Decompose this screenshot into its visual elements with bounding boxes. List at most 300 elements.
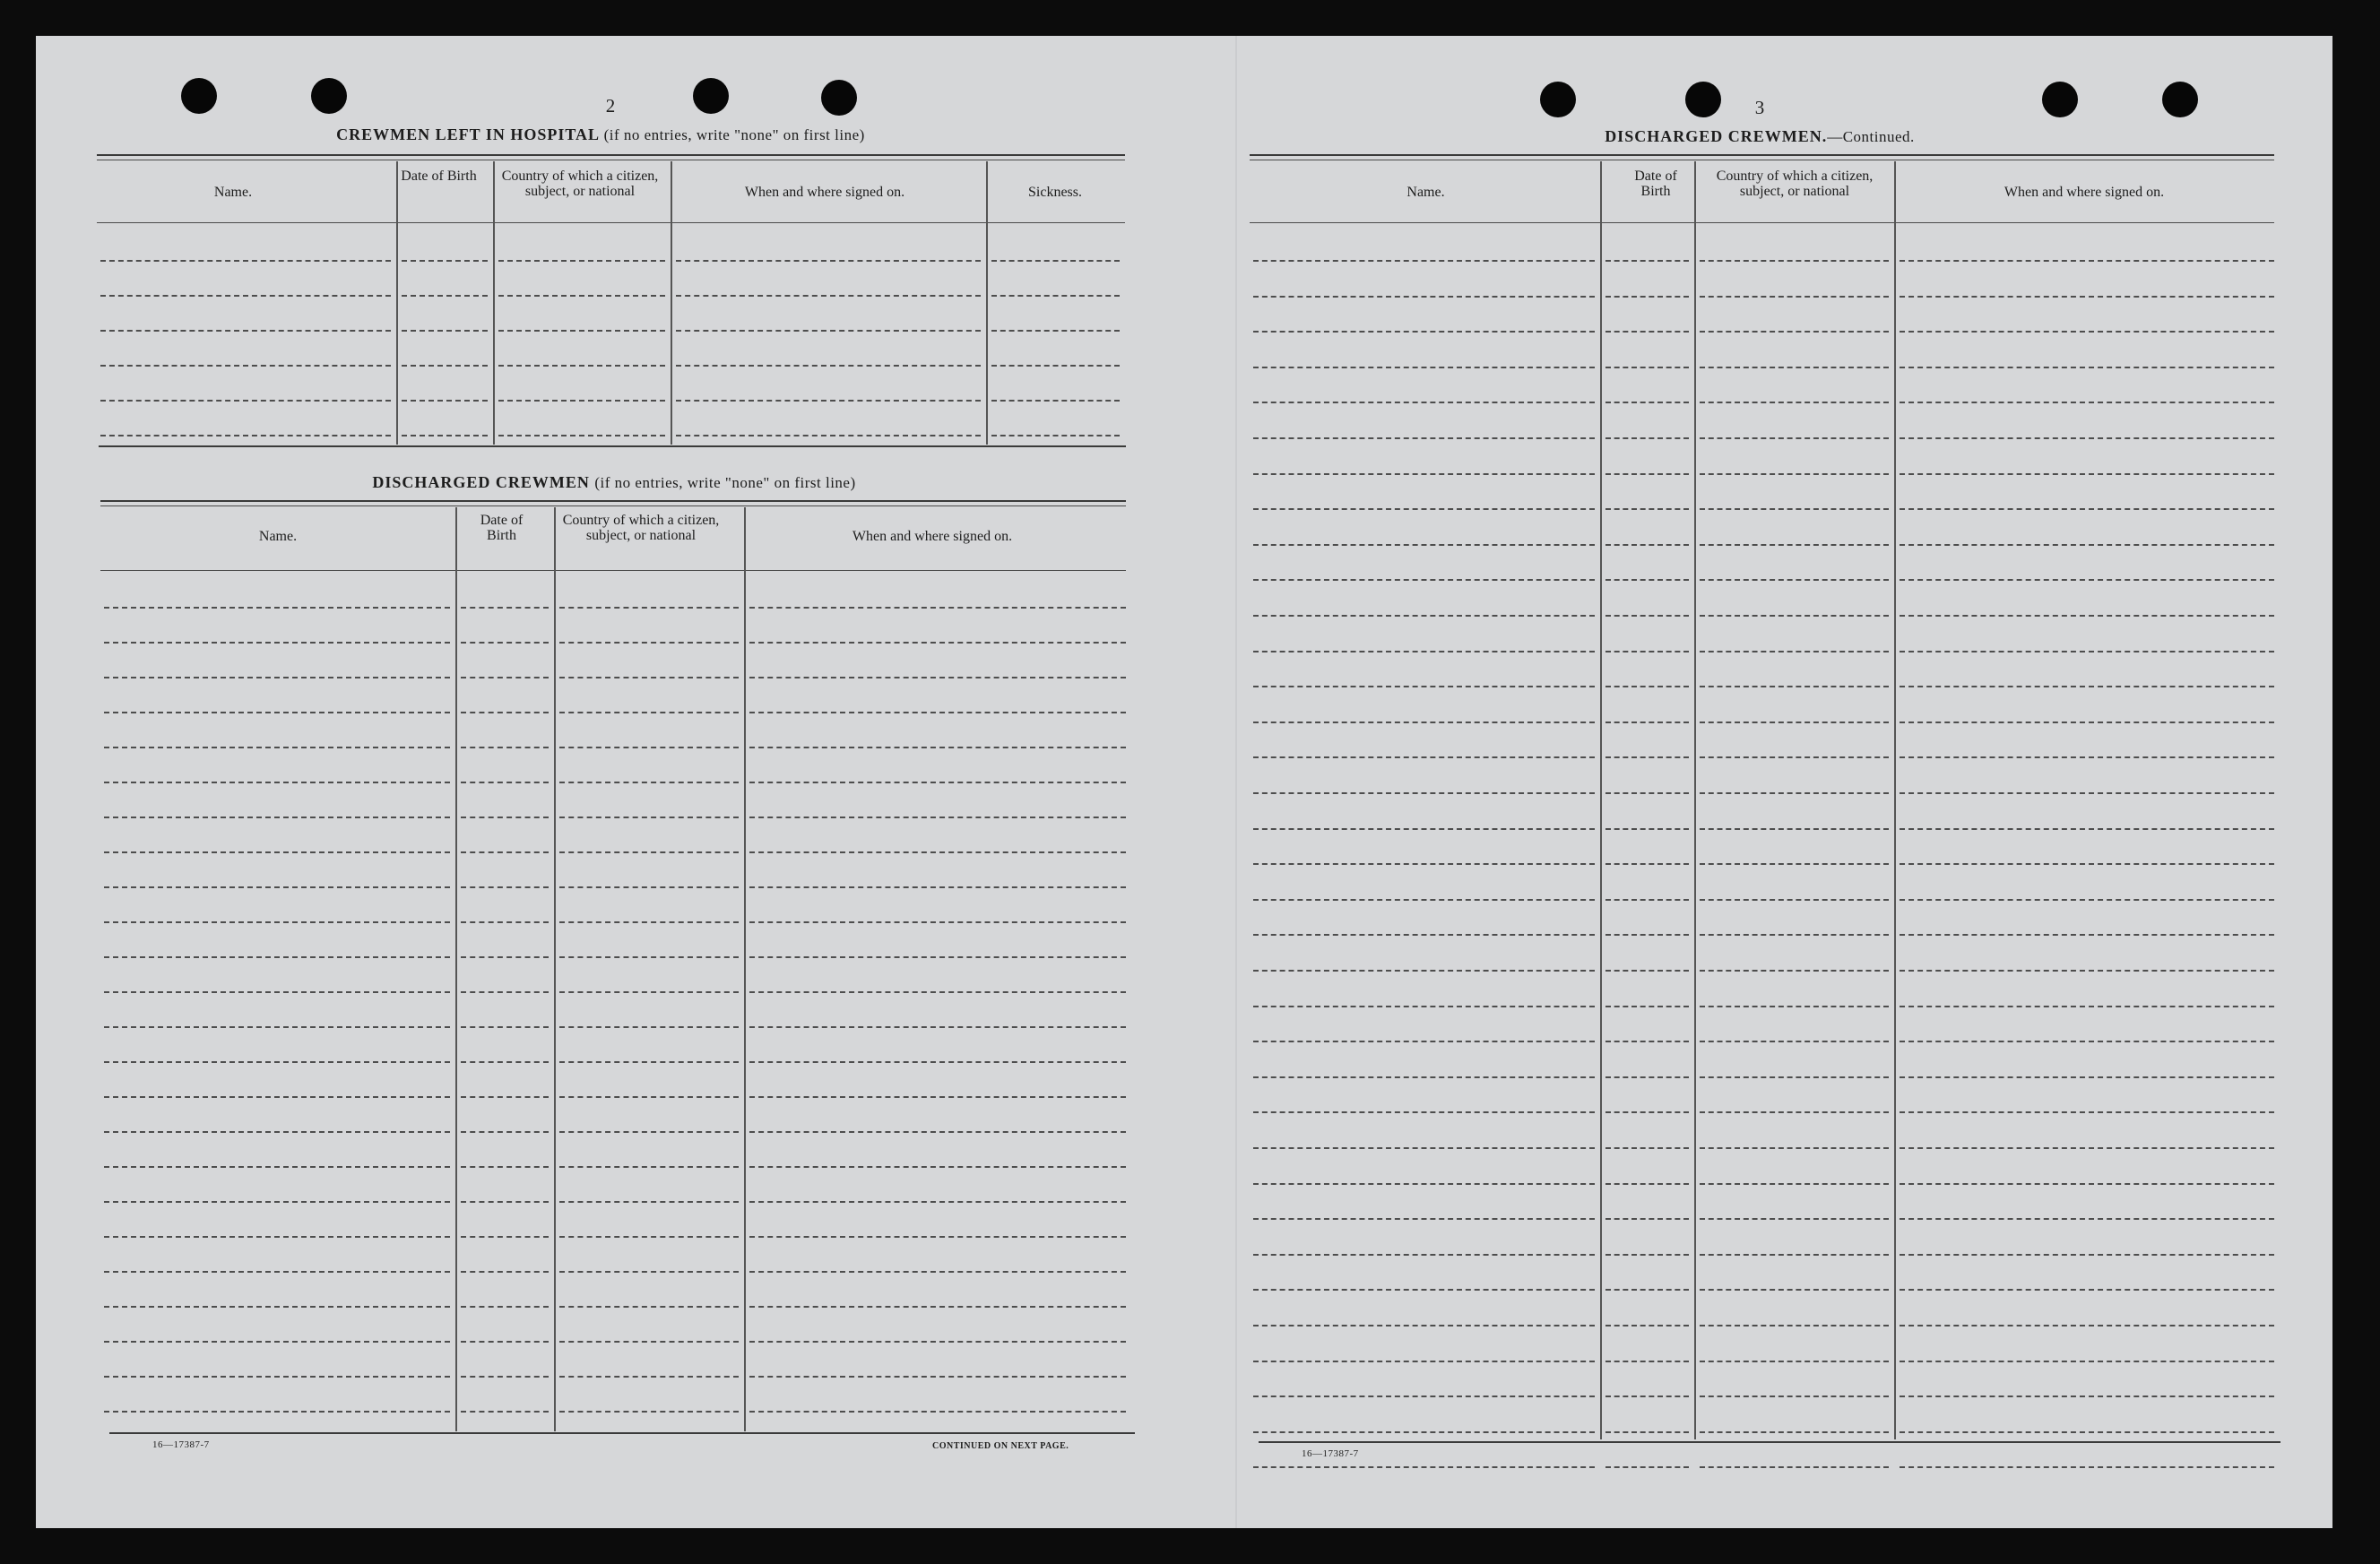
rule bbox=[1250, 154, 2274, 156]
blank-entry-line bbox=[1700, 296, 1889, 298]
blank-entry-line bbox=[1605, 579, 1689, 581]
blank-entry-line bbox=[461, 1306, 549, 1308]
blank-entry-line bbox=[749, 1166, 1126, 1168]
blank-entry-line bbox=[1900, 331, 2274, 333]
blank-entry-line bbox=[749, 642, 1126, 644]
blank-entry-line bbox=[1900, 367, 2274, 368]
blank-entry-line bbox=[461, 851, 549, 853]
blank-entry-line bbox=[676, 330, 981, 332]
blank-entry-line bbox=[1253, 1466, 1595, 1468]
blank-entry-line bbox=[749, 1306, 1126, 1308]
blank-entry-line bbox=[1253, 1254, 1595, 1256]
blank-entry-line bbox=[461, 747, 549, 748]
blank-entry-line bbox=[1900, 651, 2274, 652]
blank-entry-line bbox=[1605, 331, 1689, 333]
blank-entry-line bbox=[749, 712, 1126, 713]
blank-entry-line bbox=[104, 1271, 450, 1273]
blank-entry-line bbox=[1253, 970, 1595, 972]
blank-entry-line bbox=[559, 1201, 739, 1203]
blank-entry-line bbox=[1700, 615, 1889, 617]
blank-entry-line bbox=[1900, 1289, 2274, 1291]
blank-entry-line bbox=[402, 400, 488, 402]
blank-entry-line bbox=[676, 400, 981, 402]
rule bbox=[100, 505, 1126, 506]
blank-entry-line bbox=[1605, 544, 1689, 546]
blank-entry-line bbox=[498, 295, 665, 297]
blank-entry-line bbox=[749, 851, 1126, 853]
blank-entry-line bbox=[1605, 260, 1689, 262]
blank-entry-line bbox=[1605, 722, 1689, 723]
blank-entry-line bbox=[1700, 1147, 1889, 1149]
blank-entry-line bbox=[104, 1026, 450, 1028]
blank-entry-line bbox=[1253, 579, 1595, 581]
blank-entry-line bbox=[749, 991, 1126, 993]
blank-entry-line bbox=[559, 1236, 739, 1238]
blank-entry-line bbox=[461, 1096, 549, 1098]
blank-entry-line bbox=[1253, 756, 1595, 758]
blank-entry-line bbox=[1253, 367, 1595, 368]
column-header-signed-on: When and where signed on. bbox=[744, 185, 905, 200]
blank-entry-line bbox=[1700, 756, 1889, 758]
blank-entry-line bbox=[402, 295, 488, 297]
blank-entry-line bbox=[461, 1411, 549, 1413]
blank-entry-line bbox=[1253, 437, 1595, 439]
punch-hole bbox=[2042, 82, 2078, 117]
column-header-signed-on: When and where signed on. bbox=[2004, 185, 2165, 200]
blank-entry-line bbox=[1900, 473, 2274, 475]
blank-entry-line bbox=[1253, 1076, 1595, 1078]
blank-entry-line bbox=[1253, 1325, 1595, 1326]
blank-entry-line bbox=[1700, 863, 1889, 865]
blank-entry-line bbox=[1253, 792, 1595, 794]
blank-entry-line bbox=[1900, 1361, 2274, 1362]
blank-entry-line bbox=[1253, 615, 1595, 617]
blank-entry-line bbox=[1253, 1111, 1595, 1113]
blank-entry-line bbox=[461, 782, 549, 783]
blank-entry-line bbox=[559, 956, 739, 958]
blank-entry-line bbox=[104, 642, 450, 644]
header-rule bbox=[1250, 222, 2274, 223]
blank-entry-line bbox=[559, 991, 739, 993]
blank-entry-line bbox=[1700, 651, 1889, 652]
blank-entry-line bbox=[104, 956, 450, 958]
punch-hole bbox=[821, 80, 857, 116]
blank-entry-line bbox=[1700, 1361, 1889, 1362]
blank-entry-line bbox=[461, 1131, 549, 1133]
blank-entry-line bbox=[559, 1411, 739, 1413]
blank-entry-line bbox=[1605, 402, 1689, 403]
blank-entry-line bbox=[676, 295, 981, 297]
blank-entry-line bbox=[559, 1166, 739, 1168]
blank-entry-line bbox=[676, 435, 981, 436]
column-header-signed-on: When and where signed on. bbox=[852, 529, 1013, 544]
discharged-section-title bbox=[372, 473, 855, 492]
blank-entry-line bbox=[676, 260, 981, 262]
blank-entry-line bbox=[1253, 1006, 1595, 1007]
blank-entry-line bbox=[104, 1096, 450, 1098]
blank-entry-line bbox=[749, 1376, 1126, 1378]
column-divider bbox=[554, 507, 556, 1431]
blank-entry-line bbox=[1700, 722, 1889, 723]
column-header-dob: Date of Birth bbox=[1634, 168, 1677, 199]
column-divider bbox=[744, 507, 746, 1431]
blank-entry-line bbox=[991, 330, 1120, 332]
blank-entry-line bbox=[1900, 1325, 2274, 1326]
blank-entry-line bbox=[1700, 367, 1889, 368]
column-header-dob: Date of Birth bbox=[401, 168, 477, 184]
blank-entry-line bbox=[749, 1411, 1126, 1413]
blank-entry-line bbox=[100, 435, 391, 436]
blank-entry-line bbox=[1700, 1111, 1889, 1113]
blank-entry-line bbox=[1253, 1183, 1595, 1185]
blank-entry-line bbox=[1900, 1041, 2274, 1042]
blank-entry-line bbox=[559, 677, 739, 678]
column-header-sickness: Sickness. bbox=[1028, 185, 1082, 200]
blank-entry-line bbox=[1700, 1396, 1889, 1397]
blank-entry-line bbox=[1700, 331, 1889, 333]
blank-entry-line bbox=[1900, 1396, 2274, 1397]
blank-entry-line bbox=[1900, 686, 2274, 687]
blank-entry-line bbox=[461, 607, 549, 609]
blank-entry-line bbox=[100, 260, 391, 262]
blank-entry-line bbox=[559, 1061, 739, 1063]
hospital-title-text: CREWMEN LEFT IN HOSPITAL bbox=[336, 125, 600, 143]
blank-entry-line bbox=[1900, 863, 2274, 865]
blank-entry-line bbox=[1605, 1147, 1689, 1149]
blank-entry-line bbox=[1605, 615, 1689, 617]
blank-entry-line bbox=[1900, 579, 2274, 581]
blank-entry-line bbox=[104, 921, 450, 923]
blank-entry-line bbox=[1605, 1254, 1689, 1256]
blank-entry-line bbox=[1605, 651, 1689, 652]
discharged-continued-title-text: DISCHARGED CREWMEN. bbox=[1605, 127, 1828, 145]
page-fold bbox=[1235, 36, 1237, 1528]
blank-entry-line bbox=[1253, 1147, 1595, 1149]
blank-entry-line bbox=[104, 712, 450, 713]
header-rule bbox=[100, 570, 1126, 571]
blank-entry-line bbox=[1700, 1041, 1889, 1042]
blank-entry-line bbox=[1900, 1111, 2274, 1113]
blank-entry-line bbox=[1605, 1289, 1689, 1291]
blank-entry-line bbox=[1700, 260, 1889, 262]
blank-entry-line bbox=[1900, 296, 2274, 298]
blank-entry-line bbox=[104, 1411, 450, 1413]
blank-entry-line bbox=[749, 1236, 1126, 1238]
punch-hole bbox=[693, 78, 729, 114]
blank-entry-line bbox=[402, 260, 488, 262]
blank-entry-line bbox=[1900, 899, 2274, 901]
blank-entry-line bbox=[749, 607, 1126, 609]
blank-entry-line bbox=[749, 1061, 1126, 1063]
blank-entry-line bbox=[1605, 1325, 1689, 1326]
blank-entry-line bbox=[749, 1271, 1126, 1273]
form-number: 16—17387-7 bbox=[1302, 1448, 1359, 1459]
blank-entry-line bbox=[1700, 1076, 1889, 1078]
blank-entry-line bbox=[402, 435, 488, 436]
blank-entry-line bbox=[1605, 296, 1689, 298]
blank-entry-line bbox=[104, 782, 450, 783]
blank-entry-line bbox=[1700, 828, 1889, 830]
blank-entry-line bbox=[104, 991, 450, 993]
blank-entry-line bbox=[1700, 437, 1889, 439]
blank-entry-line bbox=[1253, 686, 1595, 687]
blank-entry-line bbox=[749, 886, 1126, 888]
column-header-name: Name. bbox=[213, 185, 253, 200]
blank-entry-line bbox=[1605, 828, 1689, 830]
blank-entry-line bbox=[749, 677, 1126, 678]
blank-entry-line bbox=[749, 782, 1126, 783]
blank-entry-line bbox=[1900, 722, 2274, 723]
blank-entry-line bbox=[559, 921, 739, 923]
blank-entry-line bbox=[104, 1341, 450, 1343]
blank-entry-line bbox=[749, 1201, 1126, 1203]
blank-entry-line bbox=[1700, 899, 1889, 901]
blank-entry-line bbox=[1605, 792, 1689, 794]
blank-entry-line bbox=[1700, 1006, 1889, 1007]
continued-note: CONTINUED ON NEXT PAGE. bbox=[932, 1441, 1069, 1451]
blank-entry-line bbox=[559, 1096, 739, 1098]
form-sheet bbox=[36, 36, 2332, 1528]
blank-entry-line bbox=[104, 1236, 450, 1238]
blank-entry-line bbox=[461, 956, 549, 958]
blank-entry-line bbox=[1605, 1466, 1689, 1468]
blank-entry-line bbox=[1900, 1218, 2274, 1220]
blank-entry-line bbox=[1700, 1325, 1889, 1326]
blank-entry-line bbox=[461, 1026, 549, 1028]
blank-entry-line bbox=[1253, 402, 1595, 403]
continued-suffix: —Continued. bbox=[1827, 128, 1915, 145]
blank-entry-line bbox=[559, 1341, 739, 1343]
blank-entry-line bbox=[1700, 1466, 1889, 1468]
blank-entry-line bbox=[461, 1236, 549, 1238]
column-divider bbox=[493, 161, 495, 445]
blank-entry-line bbox=[1900, 1183, 2274, 1185]
blank-entry-line bbox=[1605, 1396, 1689, 1397]
blank-entry-line bbox=[749, 1096, 1126, 1098]
blank-entry-line bbox=[1900, 1254, 2274, 1256]
rule bbox=[97, 154, 1125, 156]
blank-entry-line bbox=[1253, 544, 1595, 546]
blank-entry-line bbox=[559, 712, 739, 713]
blank-entry-line bbox=[749, 747, 1126, 748]
blank-entry-line bbox=[559, 1306, 739, 1308]
blank-entry-line bbox=[100, 400, 391, 402]
blank-entry-line bbox=[1900, 934, 2274, 936]
blank-entry-line bbox=[498, 330, 665, 332]
blank-entry-line bbox=[749, 1026, 1126, 1028]
blank-entry-line bbox=[1900, 544, 2274, 546]
column-header-country: Country of which a citizen, subject, or national bbox=[501, 168, 659, 199]
blank-entry-line bbox=[1900, 1466, 2274, 1468]
blank-entry-line bbox=[461, 1341, 549, 1343]
blank-entry-line bbox=[104, 1061, 450, 1063]
blank-entry-line bbox=[104, 817, 450, 818]
blank-entry-line bbox=[1700, 508, 1889, 510]
blank-entry-line bbox=[1253, 899, 1595, 901]
blank-entry-line bbox=[1900, 1076, 2274, 1078]
column-divider bbox=[1600, 161, 1602, 1439]
blank-entry-line bbox=[498, 400, 665, 402]
rule bbox=[100, 500, 1126, 502]
blank-entry-line bbox=[559, 817, 739, 818]
blank-entry-line bbox=[461, 1271, 549, 1273]
blank-entry-line bbox=[1900, 260, 2274, 262]
blank-entry-line bbox=[461, 1061, 549, 1063]
column-header-dob: Date of Birth bbox=[480, 513, 524, 543]
blank-entry-line bbox=[1900, 1147, 2274, 1149]
blank-entry-line bbox=[1900, 402, 2274, 403]
punch-hole bbox=[1685, 82, 1721, 117]
blank-entry-line bbox=[559, 747, 739, 748]
blank-entry-line bbox=[991, 260, 1120, 262]
blank-entry-line bbox=[1700, 1254, 1889, 1256]
blank-entry-line bbox=[1605, 970, 1689, 972]
blank-entry-line bbox=[1900, 970, 2274, 972]
blank-entry-line bbox=[100, 330, 391, 332]
column-divider bbox=[1694, 161, 1696, 1439]
blank-entry-line bbox=[104, 607, 450, 609]
rule bbox=[109, 1432, 1135, 1434]
blank-entry-line bbox=[1253, 1041, 1595, 1042]
blank-entry-line bbox=[1253, 331, 1595, 333]
blank-entry-line bbox=[749, 1131, 1126, 1133]
blank-entry-line bbox=[1605, 1361, 1689, 1362]
blank-entry-line bbox=[1605, 756, 1689, 758]
blank-entry-line bbox=[559, 1131, 739, 1133]
blank-entry-line bbox=[1253, 508, 1595, 510]
blank-entry-line bbox=[498, 365, 665, 367]
blank-entry-line bbox=[1253, 473, 1595, 475]
column-header-name: Name. bbox=[1406, 185, 1445, 200]
blank-entry-line bbox=[559, 1271, 739, 1273]
blank-entry-line bbox=[1605, 899, 1689, 901]
blank-entry-line bbox=[104, 851, 450, 853]
blank-entry-line bbox=[1605, 863, 1689, 865]
column-divider bbox=[986, 161, 988, 445]
blank-entry-line bbox=[559, 782, 739, 783]
discharged-title-note: (if no entries, write "none" on first line) bbox=[594, 474, 856, 491]
blank-entry-line bbox=[1605, 508, 1689, 510]
blank-entry-line bbox=[1605, 437, 1689, 439]
blank-entry-line bbox=[991, 435, 1120, 436]
blank-entry-line bbox=[461, 991, 549, 993]
blank-entry-line bbox=[1900, 1006, 2274, 1007]
blank-entry-line bbox=[1700, 579, 1889, 581]
blank-entry-line bbox=[104, 1376, 450, 1378]
blank-entry-line bbox=[559, 851, 739, 853]
blank-entry-line bbox=[1900, 437, 2274, 439]
blank-entry-line bbox=[1700, 473, 1889, 475]
blank-entry-line bbox=[1900, 828, 2274, 830]
page-number: 2 bbox=[605, 95, 616, 117]
blank-entry-line bbox=[749, 1341, 1126, 1343]
blank-entry-line bbox=[559, 886, 739, 888]
blank-entry-line bbox=[1253, 1218, 1595, 1220]
blank-entry-line bbox=[1605, 367, 1689, 368]
rule bbox=[1259, 1441, 2280, 1443]
blank-entry-line bbox=[104, 677, 450, 678]
blank-entry-line bbox=[461, 642, 549, 644]
blank-entry-line bbox=[461, 1166, 549, 1168]
page-number: 3 bbox=[1754, 97, 1765, 118]
punch-hole bbox=[1540, 82, 1576, 117]
punch-hole bbox=[2162, 82, 2198, 117]
column-divider bbox=[1894, 161, 1896, 1439]
blank-entry-line bbox=[559, 1026, 739, 1028]
blank-entry-line bbox=[498, 435, 665, 436]
blank-entry-line bbox=[1253, 863, 1595, 865]
blank-entry-line bbox=[1700, 1289, 1889, 1291]
blank-entry-line bbox=[991, 365, 1120, 367]
blank-entry-line bbox=[1253, 296, 1595, 298]
punch-hole bbox=[181, 78, 217, 114]
blank-entry-line bbox=[749, 956, 1126, 958]
column-divider bbox=[396, 161, 398, 445]
blank-entry-line bbox=[1700, 970, 1889, 972]
blank-entry-line bbox=[1605, 1111, 1689, 1113]
blank-entry-line bbox=[1700, 686, 1889, 687]
blank-entry-line bbox=[104, 747, 450, 748]
blank-entry-line bbox=[1900, 792, 2274, 794]
blank-entry-line bbox=[461, 886, 549, 888]
blank-entry-line bbox=[1900, 508, 2274, 510]
blank-entry-line bbox=[104, 886, 450, 888]
blank-entry-line bbox=[104, 1306, 450, 1308]
blank-entry-line bbox=[1253, 651, 1595, 652]
discharged-title-text: DISCHARGED CREWMEN bbox=[372, 473, 590, 491]
blank-entry-line bbox=[1605, 1218, 1689, 1220]
blank-entry-line bbox=[461, 677, 549, 678]
blank-entry-line bbox=[676, 365, 981, 367]
blank-entry-line bbox=[1700, 934, 1889, 936]
header-rule bbox=[97, 222, 1125, 223]
blank-entry-line bbox=[402, 330, 488, 332]
column-header-name: Name. bbox=[258, 529, 298, 544]
blank-entry-line bbox=[1605, 1076, 1689, 1078]
column-header-country: Country of which a citizen, subject, or national bbox=[1716, 168, 1874, 199]
blank-entry-line bbox=[104, 1166, 450, 1168]
blank-entry-line bbox=[749, 921, 1126, 923]
blank-entry-line bbox=[104, 1201, 450, 1203]
blank-entry-line bbox=[1605, 1183, 1689, 1185]
blank-entry-line bbox=[1253, 1289, 1595, 1291]
form-number: 16—17387-7 bbox=[152, 1439, 210, 1450]
punch-hole bbox=[311, 78, 347, 114]
hospital-section-title bbox=[336, 125, 865, 144]
rule bbox=[99, 445, 1126, 447]
discharged-continued-title bbox=[1605, 127, 1915, 146]
blank-entry-line bbox=[1700, 544, 1889, 546]
column-divider bbox=[455, 507, 457, 1431]
blank-entry-line bbox=[1700, 1183, 1889, 1185]
blank-entry-line bbox=[100, 365, 391, 367]
blank-entry-line bbox=[498, 260, 665, 262]
blank-entry-line bbox=[1605, 1006, 1689, 1007]
blank-entry-line bbox=[1700, 402, 1889, 403]
blank-entry-line bbox=[104, 1131, 450, 1133]
blank-entry-line bbox=[1605, 1431, 1689, 1433]
blank-entry-line bbox=[1605, 473, 1689, 475]
blank-entry-line bbox=[461, 921, 549, 923]
blank-entry-line bbox=[1605, 934, 1689, 936]
blank-entry-line bbox=[991, 295, 1120, 297]
blank-entry-line bbox=[1900, 1431, 2274, 1433]
hospital-title-note: (if no entries, write "none" on first line) bbox=[603, 126, 865, 143]
blank-entry-line bbox=[559, 607, 739, 609]
blank-entry-line bbox=[461, 817, 549, 818]
blank-entry-line bbox=[559, 642, 739, 644]
blank-entry-line bbox=[559, 1376, 739, 1378]
